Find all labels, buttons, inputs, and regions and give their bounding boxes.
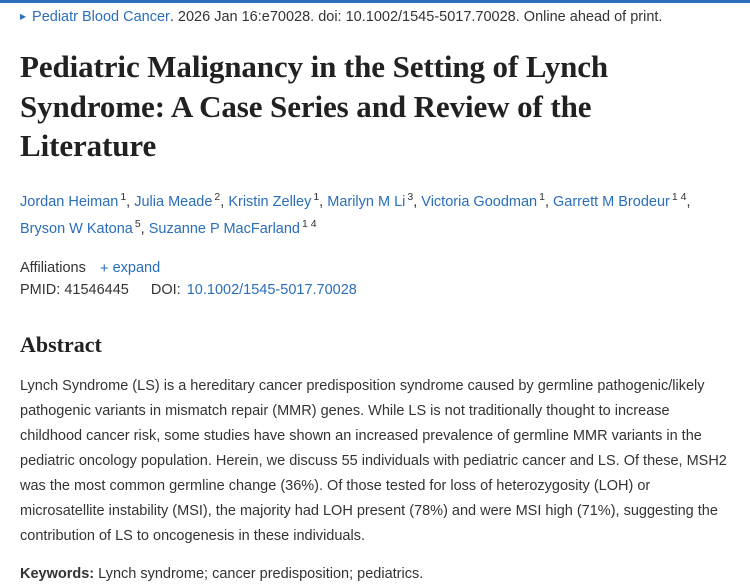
affiliations-label: Affiliations bbox=[20, 260, 86, 277]
author-link[interactable]: Bryson W Katona bbox=[20, 221, 133, 238]
author-link[interactable]: Julia Meade bbox=[134, 193, 213, 210]
author-item: Julia Meade $^2$, bbox=[134, 191, 225, 210]
author-item bbox=[148, 218, 317, 238]
identifiers-row bbox=[20, 282, 730, 298]
author-affiliation-marker: 1 bbox=[313, 191, 320, 204]
author-item: Kristin Zelley $^1$, bbox=[228, 191, 324, 210]
author-link[interactable]: Marilyn M Li bbox=[327, 193, 406, 210]
plus-icon: + bbox=[99, 259, 109, 277]
author-link[interactable]: Kristin Zelley bbox=[228, 193, 312, 210]
author-list bbox=[20, 188, 730, 242]
citation-line bbox=[20, 0, 730, 25]
author-link[interactable]: Suzanne P MacFarland bbox=[148, 221, 301, 238]
author-affiliation-marker: 3 bbox=[407, 191, 414, 204]
expand-label: expand bbox=[112, 260, 161, 277]
author-item: Marilyn M Li $^3$, bbox=[327, 191, 418, 210]
author-affiliation-marker: 2 bbox=[214, 191, 221, 204]
keywords-value: Lynch syndrome; cancer predisposition; pediatrics. bbox=[98, 565, 424, 582]
affiliations-row bbox=[20, 260, 730, 276]
top-accent-bar bbox=[0, 0, 750, 3]
doi-link[interactable]: 10.1002/1545-5017.70028 bbox=[186, 282, 357, 299]
author-affiliation-marker: 1 4 bbox=[302, 218, 317, 231]
pmid-value: 41546445 bbox=[64, 282, 129, 299]
page-title: Pediatric Malignancy in the Setting of Lynch Syndrome: A Case Series and Review of the Literature bbox=[20, 49, 609, 164]
abstract-heading: Abstract bbox=[20, 332, 102, 358]
journal-link[interactable]: Pediatr Blood Cancer bbox=[32, 9, 170, 25]
author-affiliation-marker: 1 bbox=[539, 191, 545, 204]
author-item: Jordan Heiman $^1$, bbox=[20, 191, 131, 210]
pmid-label: PMID: bbox=[20, 282, 61, 299]
doi-label: DOI: bbox=[150, 282, 181, 299]
author-affiliation-marker: 5 bbox=[134, 218, 141, 231]
keywords-row bbox=[20, 563, 730, 586]
author-link[interactable]: Victoria Goodman bbox=[421, 193, 538, 210]
author-link[interactable]: Jordan Heiman bbox=[20, 193, 119, 210]
author-affiliation-marker: 1 4 bbox=[671, 191, 687, 204]
author-item: Bryson W Katona $^5$, bbox=[20, 218, 145, 238]
author-item: Victoria Goodman $^1$, bbox=[421, 191, 549, 210]
author-item: Garrett M Brodeur $^{1 4}$, bbox=[553, 191, 691, 210]
expand-affiliations-button[interactable] bbox=[100, 260, 160, 276]
author-affiliation-marker: 1 bbox=[120, 191, 127, 204]
abstract-text: Lynch Syndrome (LS) is a hereditary cancer predisposition syndrome caused by germline pathogenic/likely pathogenic variants in mismatch repair (MMR) genes. While LS is not traditionally thought to increase childhood cancer risk, some studies have shown an increased prevalence of germline MMR variants in the pediatric oncology population. Herein, we discuss 55 individuals with pediatric cancer and LS. Of these, MSH2 was the most common germline change (36%). Of those tested for loss of heterozygosity (LOH) or microsatellite instability (MSI), the majority had LOH present (78%) and were MSI high (71%), suggesting the contribution of LS to oncogenesis in these individuals. bbox=[20, 378, 727, 545]
author-link[interactable]: Garrett M Brodeur bbox=[553, 193, 670, 210]
chevron-right-icon[interactable]: ▸ bbox=[20, 9, 27, 23]
citation-details: . 2026 Jan 16:e70028. doi: 10.1002/1545-5017.70028. Online ahead of print. bbox=[169, 9, 663, 25]
keywords-label: Keywords: bbox=[20, 565, 95, 582]
